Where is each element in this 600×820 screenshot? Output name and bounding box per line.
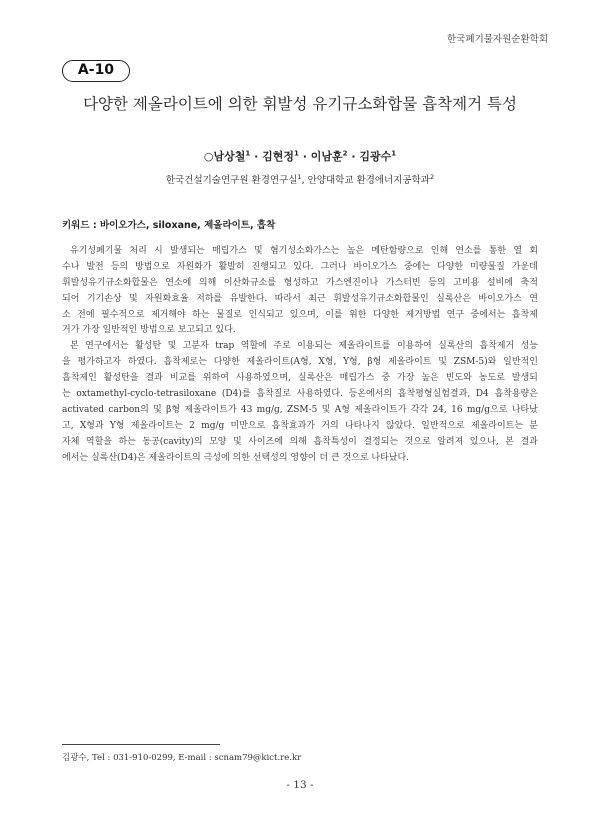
affiliation-name: 안양대학교 환경에너지공학과 <box>307 175 430 186</box>
body-line: 에서는 실록산(D4)은 제올라이트의 극성에 의한 선택성의 영향이 더 큰 것으로 나타났다. <box>62 452 410 463</box>
abstract-body <box>62 244 538 466</box>
body-line: 거가 가장 일반적인 방법으로 보고되고 있다. <box>62 325 236 336</box>
body-line: activated carbon의 및 β형 제올라이트가 43 mg/g, ZSM-5 및 A형 제올라이트가 각각 24, 16 mg/g으로 나타났 <box>62 404 538 415</box>
author-name: 이남훈 <box>310 150 343 163</box>
body-line: 되어 기기손상 및 자원화효율 저하를 유발한다. 따라서 최근 휘발성유기규소화합물인 실록산은 바이오가스 연 <box>62 293 538 304</box>
affiliation-list: 한국건설기술연구원 환경연구실$^1$, 안양대학교 환경에너지공학과$^2$ <box>165 172 435 186</box>
body-line: 을 평가하고자 하였다. 흡착제로는 다양한 제올라이트(A형, X형, Y형, β형 제올라이트 및 ZSM-5)와 일반적인 <box>62 357 538 368</box>
body-line: 소 전에 필수적으로 제거해야 하는 물질로 인식되고 있으며, 이를 위한 다양한 제거방법 연구 중에서는 흡착제 <box>62 309 538 320</box>
author-name: ○남상철 <box>203 150 246 163</box>
body-line: 본 연구에서는 활성탄 및 고분자 trap 역할에 주로 이용되는 제올라이트를 이용하여 실록산의 흡착제거 성능 <box>70 341 538 352</box>
author-affiliation-mark: 1 <box>294 149 299 158</box>
affiliation-mark: 1 <box>297 172 302 181</box>
journal-header: 한국폐기물자원순환학회 <box>447 34 548 45</box>
footnote: 김광수, Tel : 031-910-0299, E-mail : scnam79@kict.re.kr <box>62 753 302 763</box>
paper-title: 다양한 제올라이트에 의한 휘발성 유기규소화합물 흡착제거 특성 <box>83 95 517 113</box>
footnote-divider <box>62 744 220 745</box>
affiliation-name: 한국건설기술연구원 환경연구실 <box>165 175 298 186</box>
author-name: 김현정 <box>262 150 294 163</box>
author-name: 김광수 <box>359 150 392 163</box>
body-line: 고, X형과 Y형 제올라이트는 2 mg/g 미만으로 흡착효과가 거의 나타나지 않았다. 일반적으로 제올라이트는 분 <box>62 420 538 431</box>
author-list: ○남상철$^1$ · 김현정$^1$ · 이남훈$^2$ · 김광수$^1$ <box>203 149 397 163</box>
body-line: 자체 역할을 하는 동공(cavity)의 모양 및 사이즈에 의해 흡착특성이 결정되는 것으로 알려져 있으나, 본 결과 <box>62 436 538 447</box>
abstract-code-badge: A-10 <box>62 60 130 82</box>
page-number: - 13 - <box>286 779 314 791</box>
keywords: 키워드 : 바이오가스, siloxane, 제올라이트, 흡착 <box>62 220 276 231</box>
affiliation-mark: 2 <box>429 172 435 181</box>
author-affiliation-mark: 1 <box>391 149 397 158</box>
body-line: 유기성폐기물 처리 시 발생되는 매립가스 및 혐기성소화가스는 높은 메탄함량으로 인해 연소를 통한 열 회 <box>70 246 538 256</box>
body-line: 흡착제인 활성탄을 결과 비교를 위하여 사용하였으며, 실록산은 매립가스 중 가장 높은 빈도와 농도로 발생되 <box>62 373 538 384</box>
author-affiliation-mark: 1 <box>245 149 251 158</box>
body-line: 수나 발전 등의 방법으로 자원화가 활발히 진행되고 있다. 그러나 바이오가스 중에는 다양한 미량물질 가운데 <box>62 261 538 272</box>
body-line: 휘발성유기규소화합물은 연소에 의해 이산화규소를 형성하고 가스엔진이나 가스터빈 등의 고비용 설비에 축적 <box>62 277 538 288</box>
body-line: 는 oxtamethyl-cyclo-tetrasiloxane (D4)를 흡착질로 사용하였다. 등온에서의 흡착평형실험결과, D4 흡착용량은 <box>62 389 538 400</box>
author-affiliation-mark: 2 <box>342 149 348 158</box>
